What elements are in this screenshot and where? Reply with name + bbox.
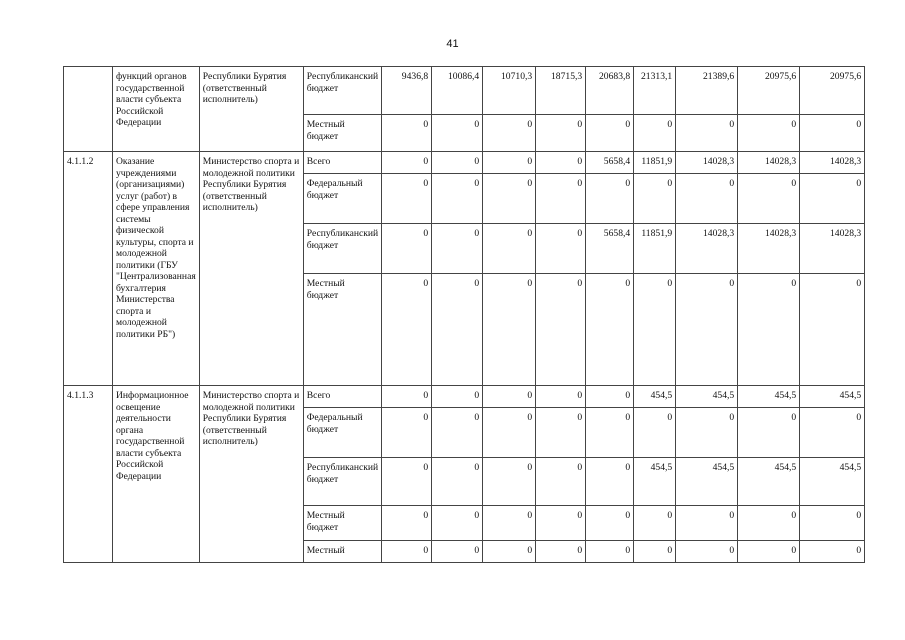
value-cell: 0: [634, 408, 676, 458]
value-cell: 0: [483, 115, 536, 152]
value-cell: 9436,8: [382, 67, 432, 115]
value-cell: 0: [536, 408, 586, 458]
value-cell: 0: [586, 458, 634, 506]
value-cell: 0: [586, 174, 634, 224]
value-cell: 0: [634, 115, 676, 152]
value-cell: 0: [432, 386, 483, 408]
value-cell: 0: [800, 506, 865, 541]
value-cell: 14028,3: [738, 152, 800, 174]
value-cell: 0: [483, 541, 536, 563]
value-cell: 0: [382, 458, 432, 506]
value-cell: 454,5: [738, 458, 800, 506]
value-cell: 0: [483, 174, 536, 224]
measure-name: Оказание учреждениями (организациями) услуг (работ) в сфере управления системы физической культуры, спорта и молодежной политики (ГБУ "Централизованная бухгалтерия Министерства спорта и молодежной политики РБ"): [113, 152, 200, 386]
value-cell: 0: [536, 506, 586, 541]
value-cell: 0: [536, 224, 586, 274]
row-code: [64, 67, 113, 152]
value-cell: 0: [432, 408, 483, 458]
value-cell: 14028,3: [800, 224, 865, 274]
value-cell: 454,5: [634, 458, 676, 506]
value-cell: 21313,1: [634, 67, 676, 115]
value-cell: 0: [536, 174, 586, 224]
value-cell: 0: [382, 115, 432, 152]
value-cell: 0: [634, 541, 676, 563]
value-cell: 5658,4: [586, 224, 634, 274]
value-cell: 0: [382, 224, 432, 274]
value-cell: 0: [382, 152, 432, 174]
value-cell: 454,5: [634, 386, 676, 408]
value-cell: 0: [432, 458, 483, 506]
value-cell: 0: [536, 386, 586, 408]
value-cell: 454,5: [800, 458, 865, 506]
value-cell: 0: [483, 506, 536, 541]
value-cell: 14028,3: [738, 224, 800, 274]
value-cell: 20975,6: [738, 67, 800, 115]
value-cell: 454,5: [800, 386, 865, 408]
value-cell: 0: [483, 274, 536, 386]
executor: Республики Бурятия (ответственный исполнитель): [199, 67, 303, 152]
value-cell: 0: [738, 115, 800, 152]
executor: Министерство спорта и молодежной политики Республики Бурятия (ответственный исполнитель): [199, 386, 303, 563]
value-cell: 0: [800, 274, 865, 386]
value-cell: 454,5: [676, 386, 738, 408]
value-cell: 14028,3: [676, 224, 738, 274]
value-cell: 0: [432, 224, 483, 274]
value-cell: 0: [536, 115, 586, 152]
value-cell: 0: [800, 408, 865, 458]
row-code: 4.1.1.2: [64, 152, 113, 386]
funding-source: Местный бюджет: [303, 506, 381, 541]
value-cell: 0: [676, 174, 738, 224]
value-cell: 0: [676, 541, 738, 563]
table-row: [64, 386, 865, 408]
value-cell: 0: [536, 541, 586, 563]
value-cell: 14028,3: [800, 152, 865, 174]
value-cell: 0: [483, 408, 536, 458]
value-cell: 0: [586, 408, 634, 458]
value-cell: 5658,4: [586, 152, 634, 174]
funding-source: Всего: [303, 386, 381, 408]
funding-source: Республиканский бюджет: [303, 458, 381, 506]
executor: Министерство спорта и молодежной политики Республики Бурятия (ответственный исполнитель): [199, 152, 303, 386]
value-cell: 0: [432, 506, 483, 541]
funding-source: Федеральный бюджет: [303, 174, 381, 224]
value-cell: 0: [382, 506, 432, 541]
budget-table: [63, 66, 865, 563]
value-cell: 11851,9: [634, 152, 676, 174]
table-row: [64, 67, 865, 115]
value-cell: 20975,6: [800, 67, 865, 115]
value-cell: 0: [586, 506, 634, 541]
funding-source: Местный бюджет: [303, 274, 381, 386]
value-cell: 0: [382, 541, 432, 563]
value-cell: 11851,9: [634, 224, 676, 274]
value-cell: 0: [800, 541, 865, 563]
value-cell: 0: [676, 115, 738, 152]
funding-source: Федеральный бюджет: [303, 408, 381, 458]
value-cell: 0: [382, 386, 432, 408]
value-cell: 0: [483, 386, 536, 408]
measure-name: функций органов государственной власти субъекта Российской Федерации: [113, 67, 200, 152]
funding-source: Всего: [303, 152, 381, 174]
value-cell: 0: [382, 274, 432, 386]
value-cell: 10086,4: [432, 67, 483, 115]
value-cell: 0: [634, 274, 676, 386]
value-cell: 454,5: [738, 386, 800, 408]
value-cell: 0: [676, 274, 738, 386]
value-cell: 0: [536, 274, 586, 386]
value-cell: 20683,8: [586, 67, 634, 115]
value-cell: 0: [738, 541, 800, 563]
value-cell: 18715,3: [536, 67, 586, 115]
funding-source: Республиканский бюджет: [303, 224, 381, 274]
value-cell: 0: [738, 506, 800, 541]
funding-source: Республиканский бюджет: [303, 67, 381, 115]
value-cell: 0: [536, 152, 586, 174]
value-cell: 0: [382, 408, 432, 458]
value-cell: 0: [432, 174, 483, 224]
value-cell: 0: [634, 174, 676, 224]
value-cell: 0: [738, 174, 800, 224]
value-cell: 0: [586, 386, 634, 408]
value-cell: 0: [483, 458, 536, 506]
value-cell: 0: [586, 541, 634, 563]
value-cell: 14028,3: [676, 152, 738, 174]
value-cell: 21389,6: [676, 67, 738, 115]
value-cell: 454,5: [676, 458, 738, 506]
value-cell: 0: [738, 274, 800, 386]
value-cell: 0: [432, 115, 483, 152]
measure-name: Информационное освещение деятельности органа государственной власти субъекта Российской Федерации: [113, 386, 200, 563]
page-number: 41: [446, 38, 459, 50]
value-cell: 10710,3: [483, 67, 536, 115]
value-cell: 0: [676, 408, 738, 458]
row-code: 4.1.1.3: [64, 386, 113, 563]
value-cell: 0: [676, 506, 738, 541]
value-cell: 0: [800, 115, 865, 152]
table-row: [64, 152, 865, 174]
value-cell: 0: [800, 174, 865, 224]
value-cell: 0: [738, 408, 800, 458]
value-cell: 0: [536, 458, 586, 506]
value-cell: 0: [432, 541, 483, 563]
value-cell: 0: [432, 274, 483, 386]
funding-source: Местный: [303, 541, 381, 563]
value-cell: 0: [432, 152, 483, 174]
value-cell: 0: [483, 152, 536, 174]
funding-source: Местный бюджет: [303, 115, 381, 152]
value-cell: 0: [634, 506, 676, 541]
value-cell: 0: [483, 224, 536, 274]
value-cell: 0: [586, 115, 634, 152]
value-cell: 0: [382, 174, 432, 224]
value-cell: 0: [586, 274, 634, 386]
